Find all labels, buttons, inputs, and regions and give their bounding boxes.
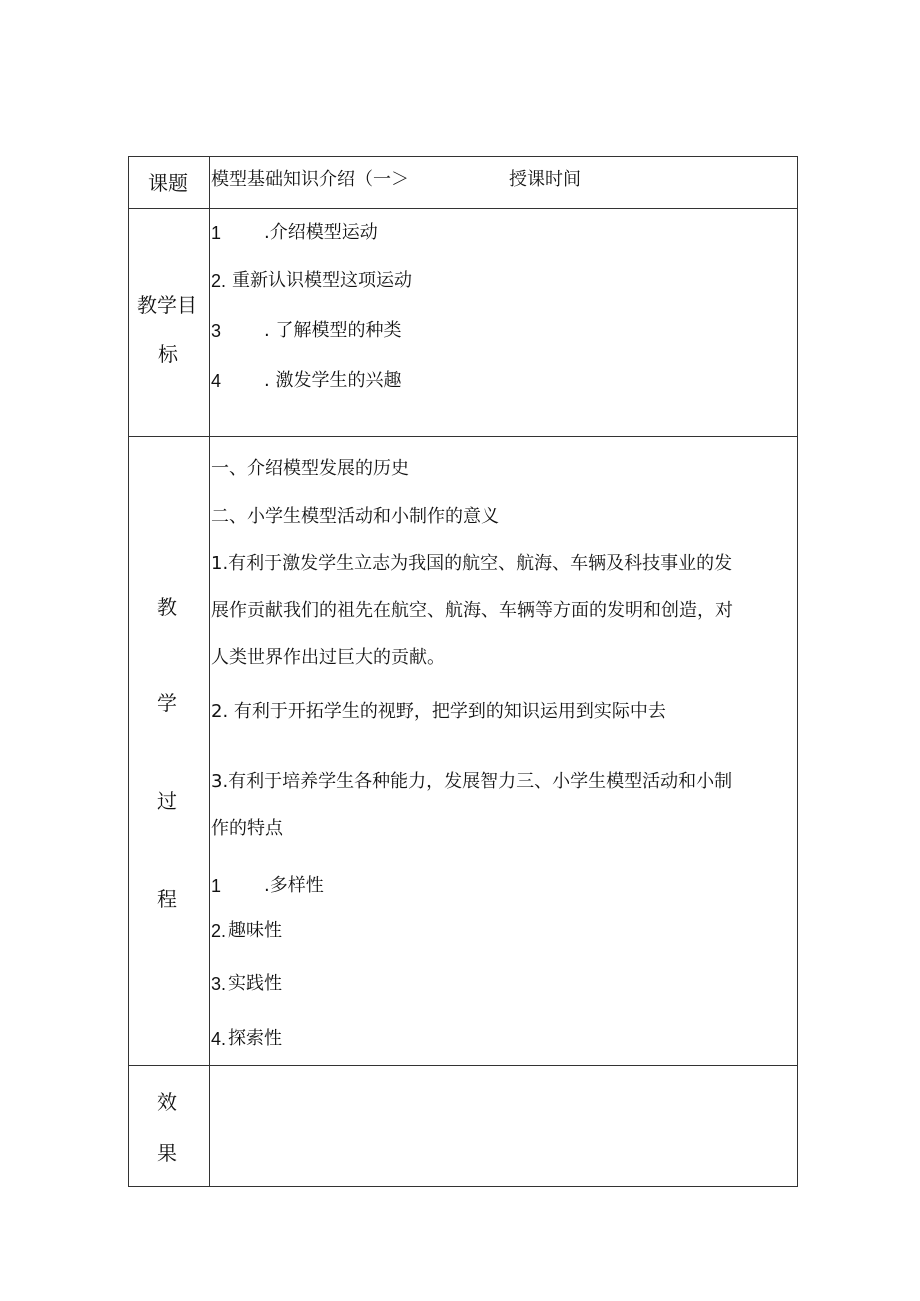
objective-number: 3 (211, 321, 222, 341)
feature-number: 2. (211, 921, 227, 941)
process-paragraph-line: 1.有利于激发学生立志为我国的航空、航海、车辆及科技事业的发 (211, 553, 733, 574)
process-paragraph-line: 作的特点 (211, 818, 283, 839)
row-divider (129, 1065, 797, 1066)
column-divider (209, 157, 210, 1186)
process-paragraph-line: 2. 有利于开拓学生的视野，把学到的知识运用到实际中去 (211, 701, 666, 722)
objective-number: 1 (211, 223, 222, 243)
process-label-char: 程 (157, 887, 177, 911)
objective-text: . 了解模型的种类 (264, 320, 402, 341)
process-label-char: 过 (157, 789, 177, 813)
process-paragraph-line: 3.有利于培养学生各种能力，发展智力三、小学生模型活动和小制 (211, 771, 733, 792)
effect-label-char: 果 (157, 1141, 177, 1165)
subject-value: 模型基础知识介绍（一＞ (211, 169, 409, 190)
feature-text: 趣味性 (228, 920, 282, 941)
effect-label-char: 效 (157, 1090, 177, 1114)
process-heading-history: 一、介绍模型发展的历史 (211, 458, 409, 479)
objectives-label-line1: 教学目 (137, 293, 197, 317)
objective-number: 2. (211, 271, 227, 291)
feature-number: 4. (211, 1029, 227, 1049)
feature-text: 实践性 (228, 973, 282, 994)
objective-text: 重新认识模型这项运动 (232, 270, 412, 291)
objective-number: 4 (211, 371, 222, 391)
objectives-label-line2: 标 (158, 342, 178, 366)
feature-text: 探索性 (228, 1028, 282, 1049)
row-divider (129, 208, 797, 209)
objective-text: .介绍模型运动 (264, 222, 378, 243)
feature-number: 1 (211, 876, 222, 896)
teaching-time-label: 授课时间 (509, 169, 581, 190)
row-divider (129, 436, 797, 437)
lesson-plan-table (128, 156, 798, 1187)
objective-text: . 激发学生的兴趣 (264, 370, 402, 391)
process-paragraph-line: 人类世界作出过巨大的贡献。 (211, 647, 445, 668)
process-heading-significance: 二、小学生模型活动和小制作的意义 (211, 506, 499, 527)
feature-text: .多样性 (264, 875, 324, 896)
process-paragraph-line: 展作贡献我们的祖先在航空、航海、车辆等方面的发明和创造，对 (211, 600, 733, 621)
process-label-char: 学 (157, 691, 177, 715)
feature-number: 3. (211, 974, 227, 994)
process-label-char: 教 (157, 595, 177, 619)
subject-label: 课题 (148, 171, 188, 195)
